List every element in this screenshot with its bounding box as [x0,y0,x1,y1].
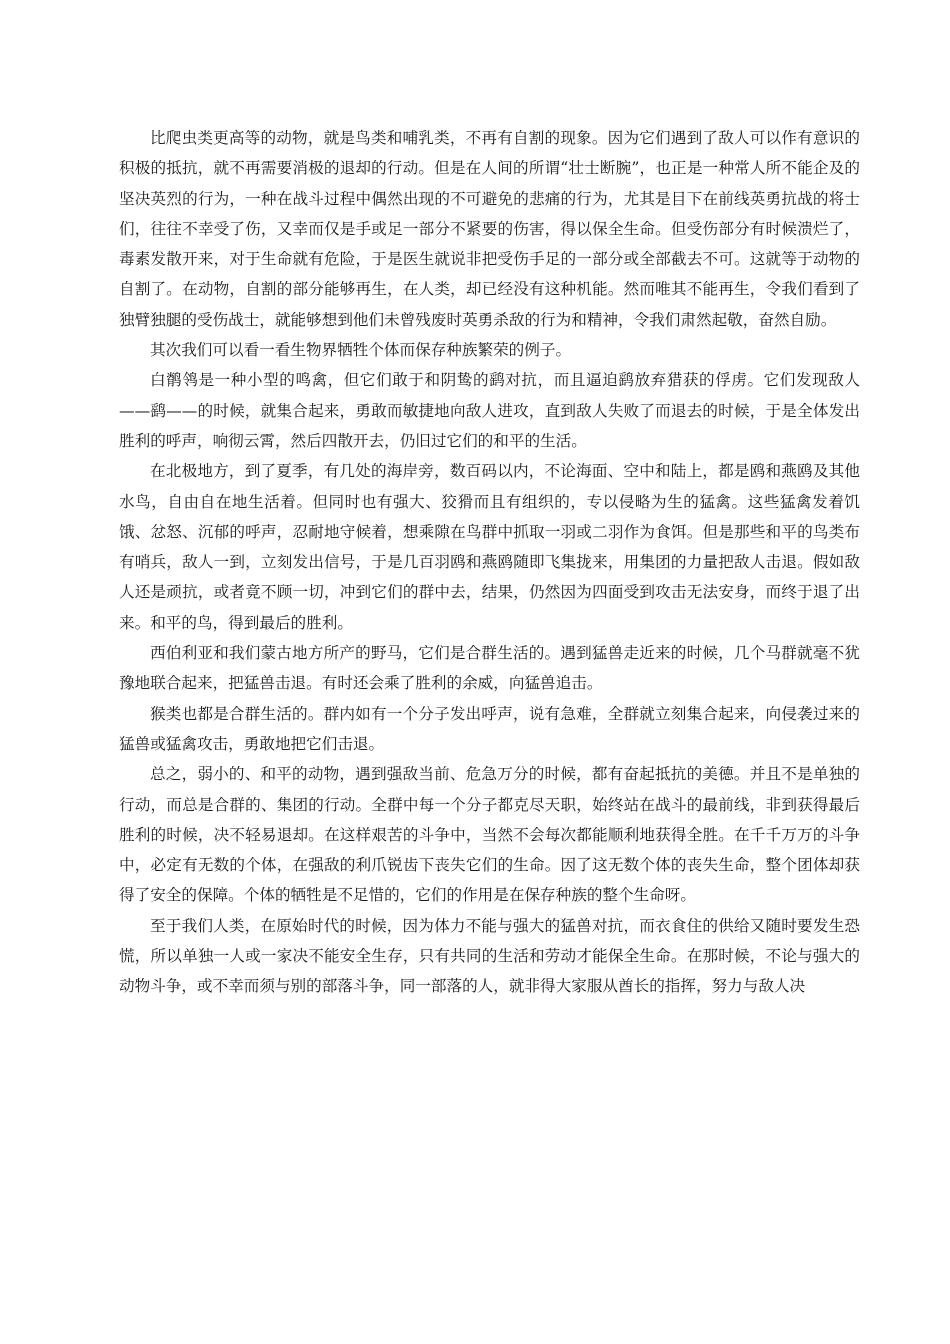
paragraph-sacrifice-intro: 其次我们可以看一看生物界牺牲个体而保存种族繁荣的例子。 [150,341,572,360]
paragraph-wild-horses: 西伯利亚和我们蒙古地方所产的野马，它们是合群生活的。遇到猛兽走近来的时候，几个马群就毫不犹豫地联合起来，把猛兽击退。有时还会乘了胜利的余威，向猛兽追击。 [119,644,860,693]
paragraph-self-amputation: 比爬虫类更高等的动物，就是鸟类和哺乳类，不再有自割的现象。因为它们遇到了敌人可以作有意识的积极的抵抗，就不再需要消极的退却的行动。但是在人间的所谓“壮士断腕”，也正是一种常人所不能企及的坚决英烈的行为，一种在战斗过程中偶然出现的不可避免的悲痛的行为，尤其是目下在前线英勇抗战的将士们，往往不幸受了伤，又幸而仅是手或足一部分不紧要的伤害，得以保全生命。但受伤部分有时候溃烂了，毒素发散开来，对于生命就有危险，于是医生就说非把受伤手足的一部分或全部截去不可。这就等于动物的自割了。在动物，自割的部分能够再生，在人类，却已经没有这种机能。然而唯其不能再生，令我们看到了独臂独腿的受伤战士，就能够想到他们未曾残废时英勇杀敌的行为和精神，令我们肃然起敬，奋然自励。 [119,129,860,329]
paragraph-monkeys: 猴类也都是合群生活的。群内如有一个分子发出呼声，说有急难，全群就立刻集合起来，向侵袭过来的猛兽或猛禽攻击，勇敢地把它们击退。 [119,704,860,753]
paragraph-arctic-birds: 在北极地方，到了夏季，有几处的海岸旁，数百码以内，不论海面、空中和陆上，都是鸥和燕鸥及其他水鸟，自由自在地生活着。但同时也有强大、狡猾而且有组织的，专以侵略为生的猛禽。这些猛禽发着饥饿、忿怒、沉郁的呼声，忍耐地守候着，想乘隙在鸟群中抓取一羽或二羽作为食饵。但是那些和平的鸟类布有哨兵，敌人一到，立刻发出信号，于是几百羽鸥和燕鸥随即飞集拢来，用集团的力量把敌人击退。假如敌人还是顽抗，或者竟不顾一切，冲到它们的群中去，结果，仍然因为四面受到攻击无法安身，而终于退了出来。和平的鸟，得到最后的胜利。 [119,462,860,632]
paragraph-wagtail: 白鹡鸰是一种小型的鸣禽，但它们敢于和阴鸷的鹞对抗，而且逼迫鹞放弃猎获的俘虏。它们发现敌人——鹞——的时候，就集合起来，勇敢而敏捷地向敌人进攻，直到敌人失败了而退去的时候，于是全体发出胜利的呼声，响彻云霄，然后四散开去，仍旧过它们的和平的生活。 [119,371,860,450]
document-body [119,123,860,1002]
paragraph-summary: 总之，弱小的、和平的动物，遇到强敌当前、危急万分的时候，都有奋起抵抗的美德。并且不是单独的行动，而总是合群的、集团的行动。全群中每一个分子都克尽天职，始终站在战斗的最前线，非到获得最后胜利的时候，决不轻易退却。在这样艰苦的斗争中，当然不会每次都能顺利地获得全胜。在千千万万的斗争中，必定有无数的个体，在强敌的利爪锐齿下丧失它们的生命。因了这无数个体的丧失生命，整个团体却获得了安全的保障。个体的牺牲是不足惜的，它们的作用是在保存种族的整个生命呀。 [119,765,860,905]
paragraph-humans: 至于我们人类，在原始时代的时候，因为体力不能与强大的猛兽对抗，而衣食住的供给又随时要发生恐慌，所以单独一人或一家决不能安全生存，只有共同的生活和劳动才能保全生命。在那时候，不论与强大的动物斗争，或不幸而须与别的部落斗争，同一部落的人，就非得大家服从酋长的指挥，努力与敌人决 [119,916,860,996]
